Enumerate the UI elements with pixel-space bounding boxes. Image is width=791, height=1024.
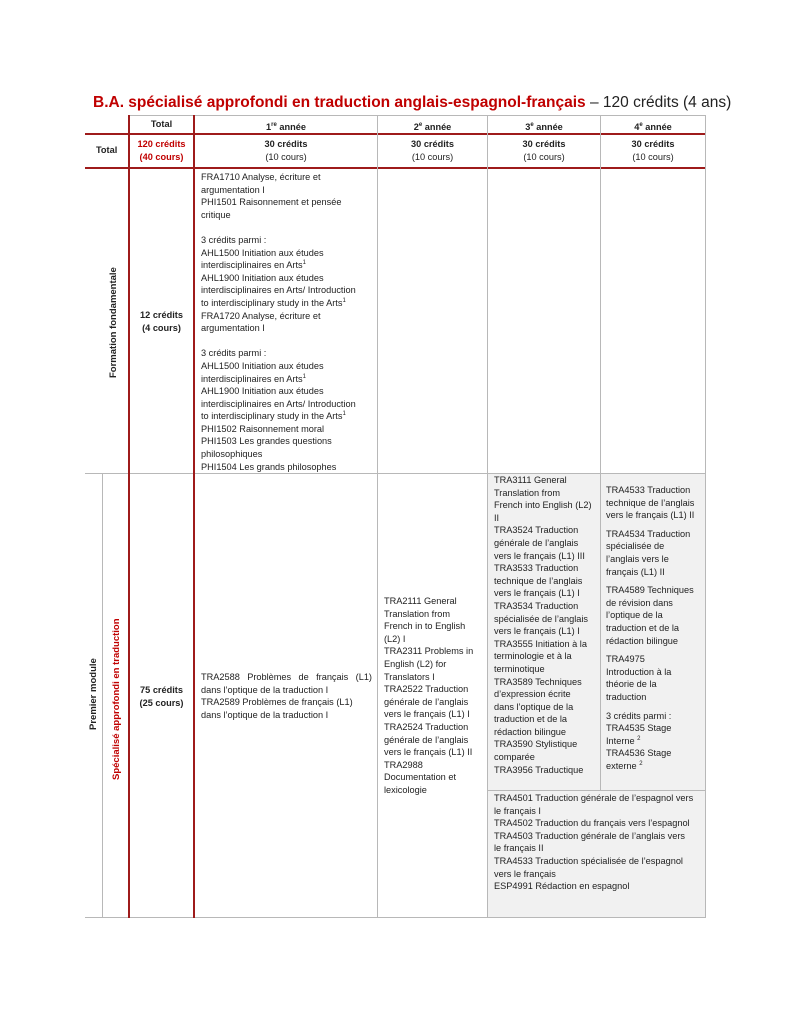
rule-col-y3 <box>600 115 601 790</box>
year2-total: 30 crédits (10 cours) <box>411 139 454 162</box>
year3-total: 30 crédits (10 cours) <box>522 139 566 162</box>
course-group-required: FRA1710 Analyse, écriture et argumentation I PHI1501 Raisonnement et pensée critique <box>201 172 342 220</box>
rule-col-y1 <box>377 115 378 918</box>
rule-col-left <box>128 115 130 918</box>
title-main: B.A. spécialisé approfondi en traduction anglais-espagnol-français <box>93 94 586 111</box>
premier-year4-courses: TRA4533 Traduction technique de l’anglais vers le français (L1) II TRA4534 Traduction spécialisée de l’anglais vers le français (L1) II TRA4589 Techniques de révision dans l’optique de la traduction et de la rédaction bilingue TRA4975 Introduction à la théorie de la traduction 3 crédits parmi : TRA4535 Stage Interne $^2$ TRA4536 Stage externe $^2$ <box>606 484 704 772</box>
rule-col-total <box>193 115 195 918</box>
total-row-label: Total <box>96 145 118 155</box>
rule-total-bottom <box>85 167 705 169</box>
header-total: Total <box>150 119 173 129</box>
header-year3: 3e année <box>525 121 563 132</box>
premier-credits: 75 crédits (25 cours) <box>139 685 184 708</box>
choice-heading-1: 3 crédits parmi : <box>201 234 267 245</box>
premier-year2-courses: TRA2111 General Translation from French in to English (L2) I TRA2311 Problems in English (L2) for Translators I TRA2522 Traduction générale de l’anglais vers le français (L1) I TRA2524 Traduction générale de l’anglais vers le français (L1) II TRA2988 Documentation et lexicologie <box>384 596 474 795</box>
formation-year1-courses: FRA1710 Analyse, écriture et argumentation I PHI1501 Raisonnement et pensée critique 3 crédits parmi : AHL1500 Initiation aux études interdisciplinaires en Arts$^1$ AHL1900 Initiation aux études interdisciplinaires en Arts/ Introduction to interdisciplinary study in the Arts$^1$ FRA1720 Analyse, écriture et argumentation I 3 crédits parmi : AHL1500 Initiation aux études interdisciplinaires en Arts$^1$ AHL1900 Initiation aux études interdisciplinaires en Arts/ Introduction to interdisciplinary study in the Arts$^1$ PHI1502 Raisonnement moral PHI1503 Les grandes questions philosophiques PHI1504 Les grands philosophes <box>201 171 373 473</box>
header-year1: 1re année <box>266 121 306 132</box>
rule-formation-bottom <box>85 473 705 474</box>
header-year2: 2e année <box>413 121 452 132</box>
header-year4: 4e année <box>634 121 672 132</box>
rule-header-top <box>128 115 705 116</box>
title-credits: – 120 crédits (4 ans) <box>589 94 732 111</box>
rule-col-y2 <box>487 115 488 918</box>
stage-choice-heading: 3 crédits parmi : <box>606 710 672 721</box>
page-title <box>93 94 731 112</box>
rule-table-bottom <box>85 917 705 918</box>
premier-year1-courses: TRA2588 Problèmes de français (L1) dans l’optique de la traduction I TRA2589 Problèmes de français (L1) dans l’optique de la traduction I <box>201 672 372 720</box>
formation-credits: 12 crédits (4 cours) <box>140 310 183 333</box>
specialise-label: Spécialisé approfondi en traduction <box>111 618 122 780</box>
premier-year3-courses: TRA3111 General Translation from French into English (L2) II TRA3524 Traduction générale de l’anglais vers le français (L1) III TRA3533 Traduction technique de l’anglais vers le français (L1) I TRA3534 Traduction spécialisée de l’anglais vers le français (L1) I TRA3555 Initiation à la terminologie et à la terminotique TRA3589 Techniques d’expression écrite dans l’optique de la traduction et de la rédaction bilingue TRA3590 Stylistique comparée TRA3956 Traductique <box>494 475 592 775</box>
rule-col-y4 <box>705 115 706 918</box>
year4-total: 30 crédits (10 cours) <box>631 139 675 162</box>
rule-col-sub <box>102 473 103 918</box>
premier-module-label: Premier module <box>88 658 99 730</box>
choice-heading-2: 3 crédits parmi : <box>201 348 267 359</box>
year1-total: 30 crédits (10 cours) <box>264 139 308 162</box>
formation-label: Formation fondamentale <box>108 267 119 378</box>
spanish-courses: TRA4501 Traduction générale de l’espagnol vers le français I TRA4502 Traduction du français vers l’espagnol TRA4503 Traduction générale de l’anglais vers le français II TRA4533 Traduction spécialisée de l’espagnol vers le français ESP4991 Rédaction en espagnol <box>494 793 694 892</box>
total-credits: 120 crédits (40 cours) <box>137 139 186 162</box>
rule-spanish-top <box>487 790 705 791</box>
